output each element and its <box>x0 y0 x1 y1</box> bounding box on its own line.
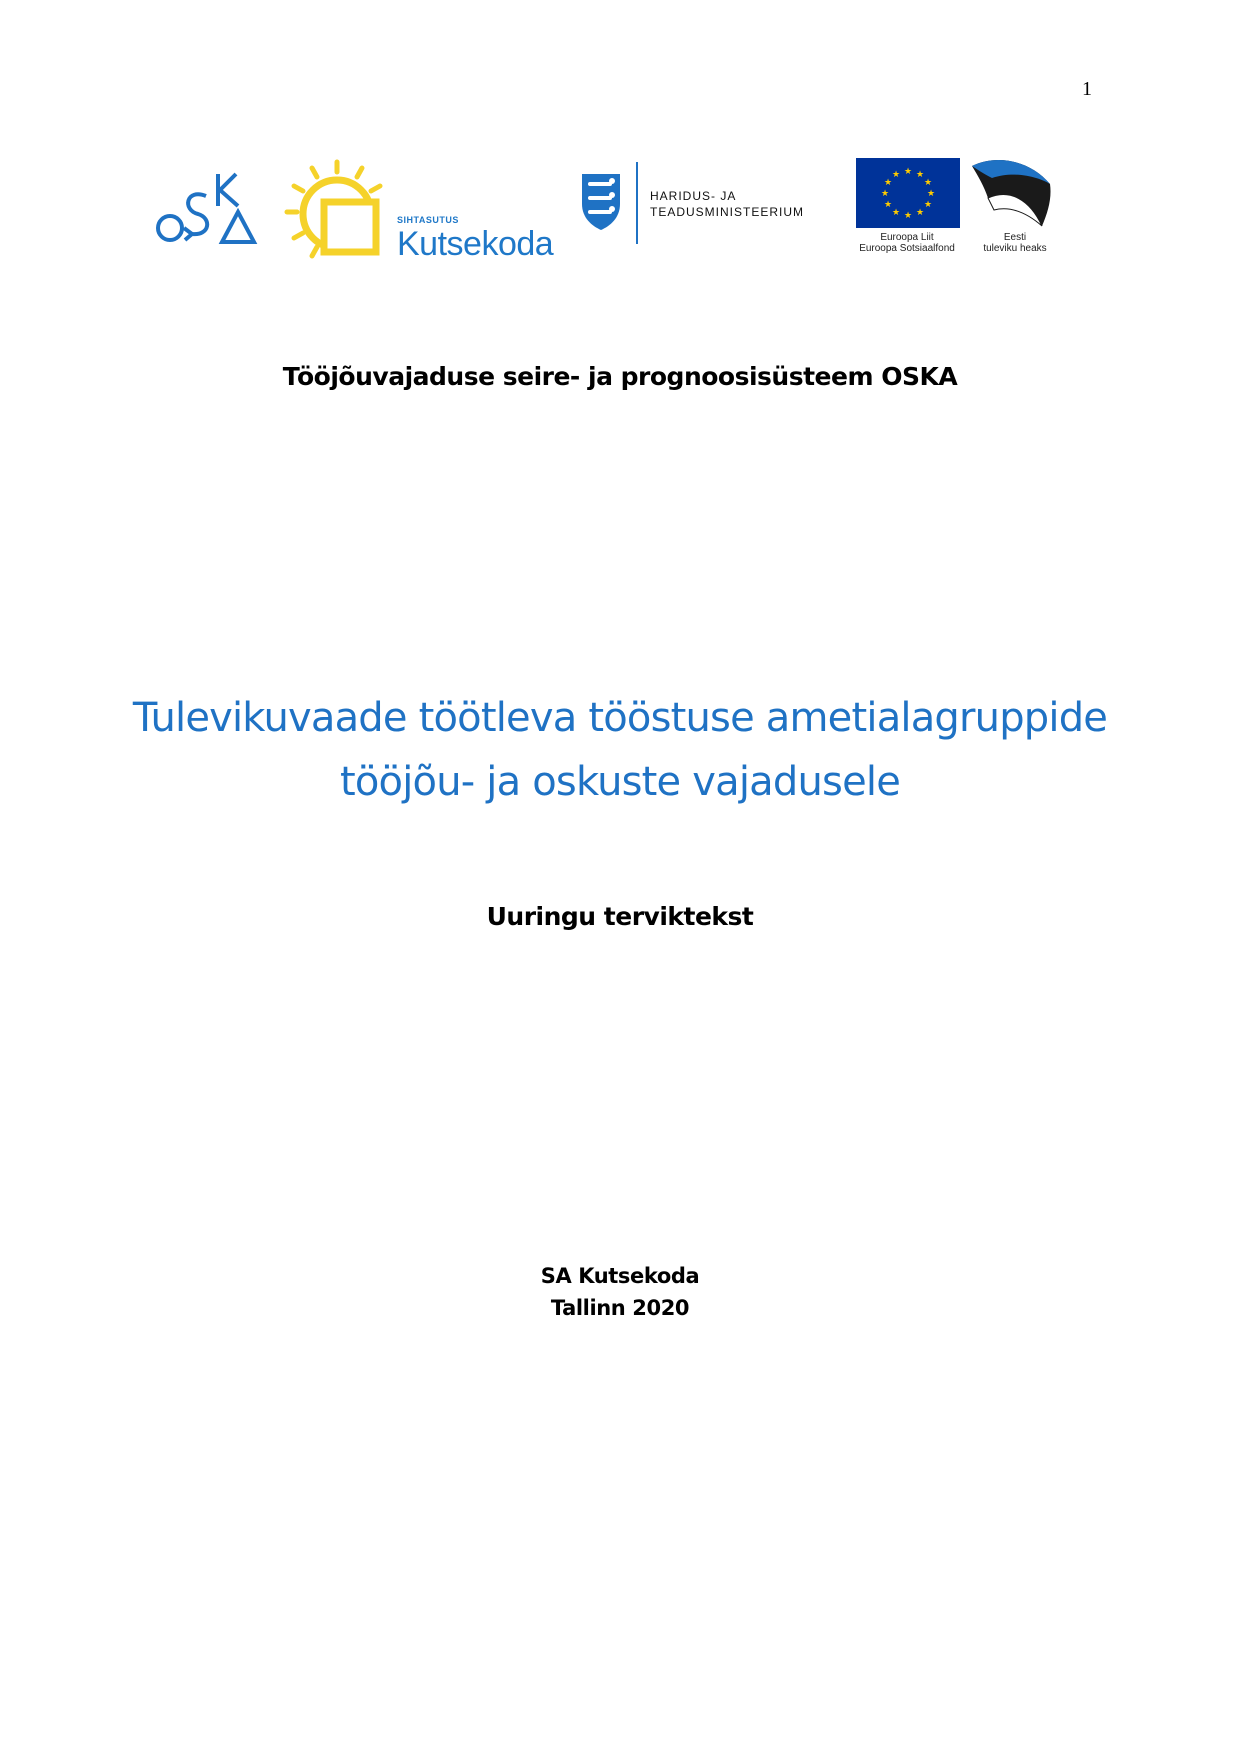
svg-text:★: ★ <box>903 167 913 177</box>
kutsekoda-big-label: Kutsekoda <box>397 225 554 263</box>
kutsekoda-small-label: SIHTASUTUS <box>397 215 459 225</box>
document-title <box>100 686 1140 814</box>
eu-caption <box>854 232 960 254</box>
kutsekoda-sun-logo <box>282 158 392 268</box>
place-year: Tallinn 2020 <box>550 1296 690 1320</box>
org-title: Tööjõuvajaduse seire- ja prognoosisüsteem OSKA <box>282 362 958 391</box>
coat-of-arms-icon <box>578 172 624 232</box>
svg-text:★: ★ <box>880 189 890 199</box>
document-title-line2: tööjõu- ja oskuste vajadusele <box>339 759 901 805</box>
document-title-line1: Tulevikuvaade töötleva tööstuse ametialagruppide <box>132 695 1108 741</box>
ee-caption-line1: Eesti <box>1003 232 1027 243</box>
ministry-divider <box>636 162 638 244</box>
eu-caption-line1: Euroopa Liit <box>880 232 934 243</box>
kutsekoda-wordmark <box>397 216 553 261</box>
svg-text:★: ★ <box>923 200 933 210</box>
svg-text:★: ★ <box>883 200 893 210</box>
eu-flag-icon <box>856 158 960 228</box>
oska-logo <box>154 166 264 256</box>
estonia-flag-logo <box>970 158 1054 232</box>
svg-text:★: ★ <box>903 211 913 221</box>
ministry-line1: HARIDUS- JA <box>650 189 737 203</box>
svg-text:★: ★ <box>883 178 893 188</box>
svg-text:★: ★ <box>915 208 925 218</box>
ee-caption-line2: tuleviku heaks <box>983 243 1047 254</box>
svg-text:★: ★ <box>923 178 933 188</box>
logo-row <box>154 158 1066 268</box>
document-subtitle: Uuringu terviktekst <box>486 902 754 931</box>
ministry-wordmark <box>650 188 804 220</box>
svg-text:★: ★ <box>926 189 936 199</box>
page-number: 1 <box>1082 78 1092 100</box>
eu-caption-line2: Euroopa Sotsiaalfond <box>859 243 955 254</box>
svg-text:★: ★ <box>891 170 901 180</box>
publisher: SA Kutsekoda <box>540 1264 700 1288</box>
svg-text:★: ★ <box>891 208 901 218</box>
ministry-line2: TEADUSMINISTEERIUM <box>650 205 805 219</box>
ee-caption <box>976 232 1054 254</box>
svg-text:★: ★ <box>915 170 925 180</box>
